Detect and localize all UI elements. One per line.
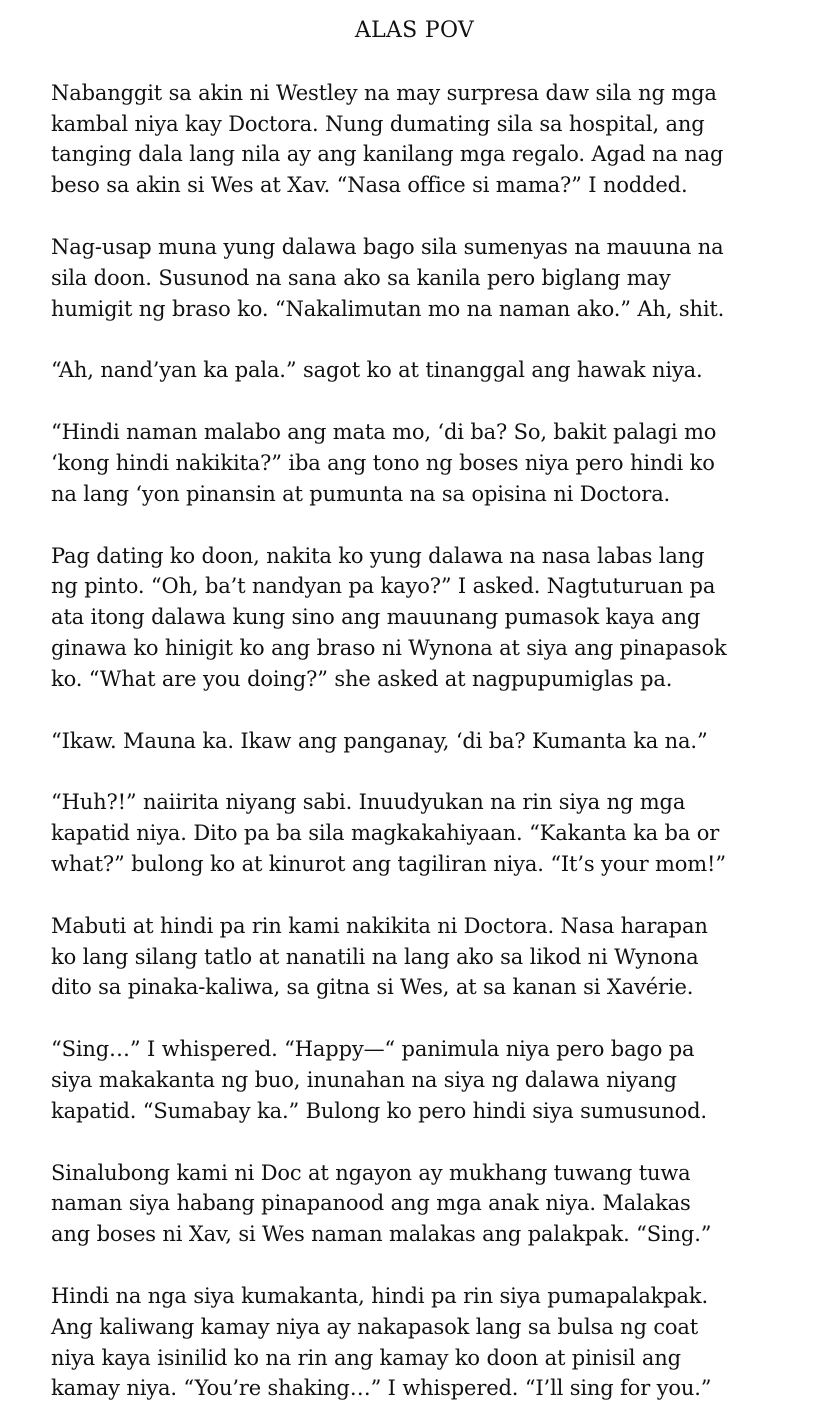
text-line: kambal niya kay Doctora. Nung dumating sila sa hospital, ang bbox=[51, 111, 705, 136]
text-line: sila doon. Susunod na sana ako sa kanila pero biglang may bbox=[51, 265, 671, 290]
paragraph bbox=[51, 78, 778, 201]
text-line: what?” bulong ko at kinurot ang tagiliran niya. “It’s your mom!” bbox=[51, 851, 726, 876]
page-title: ALAS POV bbox=[354, 18, 475, 43]
text-line: kamay niya. “You’re shaking…” I whispered. “I’ll sing for you.” bbox=[51, 1376, 712, 1401]
text-line: niya kaya isinilid ko na rin ang kamay ko doon at pinisil ang bbox=[51, 1345, 681, 1370]
text-line: Nag-usap muna yung dalawa bago sila sumenyas na mauuna na bbox=[51, 234, 724, 259]
text-line: “Ikaw. Mauna ka. Ikaw ang panganay, ‘di ba? Kumanta ka na.” bbox=[51, 728, 708, 753]
paragraph bbox=[51, 1158, 778, 1250]
text-line: naman siya habang pinapanood ang mga anak niya. Malakas bbox=[51, 1191, 691, 1216]
paragraph bbox=[51, 417, 778, 509]
text-line: Pag dating ko doon, nakita ko yung dalawa na nasa labas lang bbox=[51, 543, 705, 568]
text-line: ata itong dalawa kung sino ang mauunang pumasok kaya ang bbox=[51, 605, 701, 630]
text-line: ng pinto. “Oh, ba’t nandyan pa kayo?” I asked. Nagtuturuan pa bbox=[51, 574, 716, 599]
text-line: kapatid. “Sumabay ka.” Bulong ko pero hindi siya sumusunod. bbox=[51, 1098, 707, 1123]
text-line: “Ah, nand’yan ka pala.” sagot ko at tinanggal ang hawak niya. bbox=[51, 358, 703, 383]
text-line: siya makakanta ng buo, inunahan na siya ng dalawa niyang bbox=[51, 1067, 677, 1092]
text-line: ang boses ni Xav, si Wes naman malakas ang palakpak. “Sing.” bbox=[51, 1222, 712, 1247]
text-line: Nabanggit sa akin ni Westley na may surpresa daw sila ng mga bbox=[51, 80, 717, 105]
text-line: “Sing…” I whispered. “Happy—“ panimula niya pero bago pa bbox=[51, 1037, 695, 1062]
text-line: ko. “What are you doing?” she asked at nagpupumiglas pa. bbox=[51, 666, 673, 691]
paragraph bbox=[51, 232, 778, 324]
text-line: Hindi na nga siya kumakanta, hindi pa rin siya pumapalakpak. bbox=[51, 1283, 709, 1308]
text-line: Sinalubong kami ni Doc at ngayon ay mukhang tuwang tuwa bbox=[51, 1160, 691, 1185]
text-line: humigit ng braso ko. “Nakalimutan mo na naman ako.” Ah, shit. bbox=[51, 296, 725, 321]
text-line: ginawa ko hinigit ko ang braso ni Wynona at siya ang pinapasok bbox=[51, 635, 727, 660]
text-line: tanging dala lang nila ay ang kanilang mga regalo. Agad na nag bbox=[51, 142, 724, 167]
paragraph bbox=[51, 1281, 778, 1404]
text-line: “Hindi naman malabo ang mata mo, ‘di ba? So, bakit palagi mo bbox=[51, 420, 717, 445]
paragraph bbox=[51, 726, 778, 757]
paragraph bbox=[51, 1034, 778, 1126]
document-body bbox=[51, 78, 778, 1404]
text-line: na lang ‘yon pinansin at pumunta na sa opisina ni Doctora. bbox=[51, 481, 671, 506]
text-line: “Huh?!” naiirita niyang sabi. Inuudyukan na rin siya ng mga bbox=[51, 790, 686, 815]
text-line: dito sa pinaka-kaliwa, sa gitna si Wes, at sa kanan si Xavérie. bbox=[51, 975, 694, 1000]
text-line: beso sa akin si Wes at Xav. “Nasa office si mama?” I nodded. bbox=[51, 173, 688, 198]
text-line: Ang kaliwang kamay niya ay nakapasok lang sa bulsa ng coat bbox=[51, 1314, 699, 1339]
text-line: kapatid niya. Dito pa ba sila magkakahiyaan. “Kakanta ka ba or bbox=[51, 821, 720, 846]
paragraph bbox=[51, 911, 778, 1003]
text-line: ‘kong hindi nakikita?” iba ang tono ng boses niya pero hindi ko bbox=[51, 450, 715, 475]
text-line: ko lang silang tatlo at nanatili na lang ako sa likod ni Wynona bbox=[51, 944, 699, 969]
paragraph bbox=[51, 355, 778, 386]
paragraph bbox=[51, 541, 778, 695]
paragraph bbox=[51, 787, 778, 879]
text-line: Mabuti at hindi pa rin kami nakikita ni Doctora. Nasa harapan bbox=[51, 913, 708, 938]
